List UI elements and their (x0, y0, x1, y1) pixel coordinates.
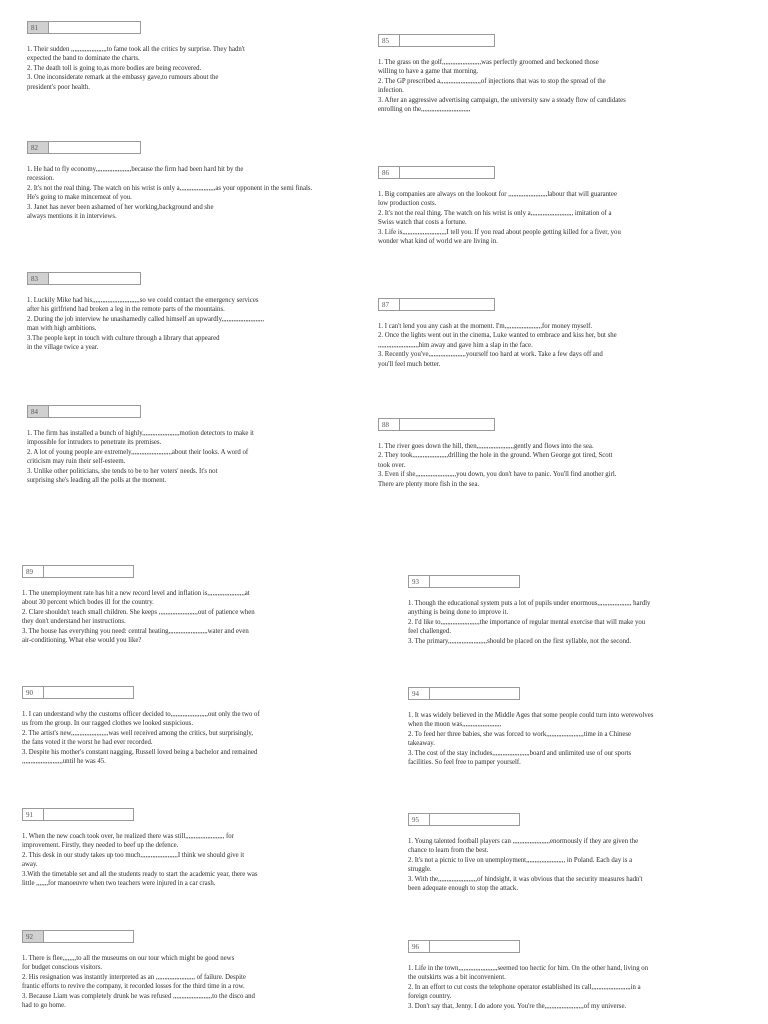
exercise-line: 3. One inconsiderate remark at the embassy gave,to rumours about the (27, 74, 219, 82)
answer-box[interactable] (49, 405, 141, 418)
exercise-line: 1. The river goes down the hill, then,,,,,,,,,,,,,,,,,,,,,,gently and flows into the sea. (378, 442, 594, 450)
exercise-header (408, 575, 723, 588)
exercise-line: you'll feel much better. (378, 360, 441, 368)
exercise-line: 1. I can understand why the customs officer decided to,,,,,,,,,,,,,,,,,,,,,,out only the two of (22, 710, 260, 718)
exercise-line: when the moon was,,,,,,,,,,,,,,,,,,,,,,, (408, 721, 502, 729)
exercise-number: 85 (378, 34, 400, 47)
answer-box[interactable] (430, 940, 520, 953)
exercise-line: man with high ambitions. (27, 325, 97, 333)
exercise-line: 3. Life is,,,,,,,,,,,,,,,,,,,,,,,,,,I tell you. If you read about people getting killed for a fiver, you (378, 228, 621, 236)
exercise-line: There are plenty more fish in the sea. (378, 480, 480, 488)
exercise-line: 3. Despite his mother's constant nagging, Russell loved being a bachelor and remained (22, 748, 258, 756)
exercise-number: 87 (378, 298, 400, 311)
answer-box[interactable] (400, 418, 495, 431)
exercise-86 (378, 166, 723, 247)
exercise-header (22, 686, 337, 699)
exercise-line: the fans voted it the worst he had ever recorded. (22, 739, 153, 747)
exercise-number: 94 (408, 687, 430, 700)
exercise-header (22, 930, 337, 943)
answer-box[interactable] (400, 166, 495, 179)
exercise-header (22, 565, 337, 578)
exercise-number: 91 (22, 808, 44, 821)
exercise-line: they don't understand her instructions. (22, 618, 126, 626)
exercise-92 (22, 930, 337, 1011)
exercise-line: 2. His resignation was instantly interpreted as an ,,,,,,,,,,,,,,,,,,,,,,, of failure. Despite (22, 973, 246, 981)
exercise-line: 3. The primary,,,,,,,,,,,,,,,,,,,,,,,should be placed on the first syllable, not the second. (408, 637, 632, 645)
exercise-87 (378, 298, 723, 369)
answer-box[interactable] (430, 687, 520, 700)
exercise-line: 3. Don't say that, Jenny. I do adore you. You're the,,,,,,,,,,,,,,,,,,,,,,,of my universe. (408, 1002, 627, 1010)
exercise-line: the outskirts was a bit inconvenient. (408, 974, 506, 982)
exercise-line: 2. During the job interview he unashamedly called himself an upwardly,,,,,,,,,,,,,,,,,,,,,,,,, (27, 315, 265, 323)
exercise-line: been adequate enough to stop the attack. (408, 885, 519, 893)
exercise-line: 2. The death toll is going to,as more bodies are being recovered. (27, 64, 202, 72)
exercise-number: 89 (22, 565, 44, 578)
exercise-number: 92 (22, 930, 44, 943)
exercise-number: 90 (22, 686, 44, 699)
answer-box[interactable] (400, 298, 495, 311)
exercise-line: low production costs. (378, 200, 437, 208)
exercise-line: 1. The grass on the golf,,,,,,,,,,,,,,,,,,,,,,,was perfectly groomed and beckoned those (378, 58, 599, 66)
exercise-number: 88 (378, 418, 400, 431)
exercise-line: away. (22, 861, 38, 869)
exercise-number: 86 (378, 166, 400, 179)
exercise-line: facilities. So feel free to pamper yourself. (408, 759, 521, 767)
exercise-line: 3. Because Liam was completely drunk he was refused ,,,,,,,,,,,,,,,,,,,,,,,to the disco and (22, 992, 255, 1000)
exercise-line: enrolling on the,,,,,,,,,,,,,,,,,,,,,,,,,,,,, (378, 106, 471, 114)
answer-box[interactable] (44, 565, 134, 578)
exercise-line: after his girlfriend had broken a leg in the remote parts of the mountains. (27, 306, 225, 314)
exercise-line: chance to learn from the best. (408, 847, 489, 855)
exercise-82 (27, 141, 352, 222)
exercise-header (408, 687, 723, 700)
answer-box[interactable] (49, 141, 141, 154)
exercise-line: 2. This desk in our study takes up too much,,,,,,,,,,,,,,,,,,,,,,I think we should give it (22, 851, 245, 859)
exercise-90 (22, 686, 337, 767)
exercise-line: 2. The artist's new,,,,,,,,,,,,,,,,,,,,,,was well received among the critics, but surprisingly, (22, 729, 254, 737)
exercise-line: 2. In an effort to cut costs the telephone operator established its call,,,,,,,,,,,,,,,,,,,,,,,in a (408, 983, 641, 991)
exercise-number: 95 (408, 813, 430, 826)
exercise-line: 3. With the,,,,,,,,,,,,,,,,,,,,,,,of hindsight, it was obvious that the security measures hadn't (408, 875, 643, 883)
exercise-line: us from the group. In our ragged clothes we looked suspicious. (22, 720, 194, 728)
answer-box[interactable] (400, 34, 495, 47)
exercise-88 (378, 418, 723, 489)
exercise-number: 96 (408, 940, 430, 953)
exercise-line: 1. I can't lend you any cash at the moment. I'm,,,,,,,,,,,,,,,,,,,,,,for money myself. (378, 322, 593, 330)
exercise-line: 2. To feed her three babies, she was forced to work,,,,,,,,,,,,,,,,,,,,,,time in a Chinese (408, 730, 632, 738)
exercise-line: took over. (378, 461, 406, 469)
exercise-line: surprising she's leading all the polls at the moment. (27, 477, 167, 485)
exercise-header (408, 813, 723, 826)
exercise-line: 2. They took,,,,,,,,,,,,,,,,,,,,,drilling the hole in the ground. When George got tired, Scott (378, 452, 613, 460)
exercise-line: 2. A lot of young people are extremely,,,,,,,,,,,,,,,,,,,,,,,,about their looks. A word of (27, 448, 249, 456)
exercise-line: 1. Their sudden ,,,,,,,,,,,,,,,,,,,,,to fame took all the critics by surprise. They hadn't (27, 45, 245, 53)
exercise-line: 1. The firm has installed a bunch of highly,,,,,,,,,,,,,,,,,,,,,,motion detectors to make it (27, 429, 254, 437)
exercise-line: always mentions it in interviews. (27, 213, 117, 221)
exercise-94 (408, 687, 723, 768)
exercise-line: criticism may ruin their self-esteem. (27, 458, 126, 466)
exercise-line: 2. It's not the real thing. The watch on his wrist is only a,,,,,,,,,,,,,,,,,,,,,,,,, imitation of a (378, 209, 612, 217)
exercise-header (27, 21, 352, 34)
exercise-line: 2. The GP prescribed a,,,,,,,,,,,,,,,,,,,,,,,,of injections that was to stop the spread of the (378, 77, 606, 85)
exercise-line: little ,,,,,,,for manoeuvre when two teachers were injured in a car crash. (22, 880, 216, 888)
exercise-line: about 30 percent which bodes ill for the country. (22, 599, 154, 607)
exercise-line: anything is being done to improve it. (408, 609, 509, 617)
exercise-line: struggle. (408, 866, 432, 874)
exercise-line: 3. After an aggressive advertising campaign, the university saw a steady flow of candidates (378, 96, 626, 104)
exercise-line: 3. Unlike other politicians, she tends to be to her voters' needs. It's not (27, 467, 218, 475)
exercise-header (27, 272, 352, 285)
exercise-number: 82 (27, 141, 49, 154)
exercise-number: 81 (27, 21, 49, 34)
exercise-line: frantic efforts to revive the company, it recorded losses for the third time in a row. (22, 983, 245, 991)
exercise-line: impossible for intruders to penetrate its premises. (27, 439, 162, 447)
exercise-line: 1. When the new coach took over, he realized there was still,,,,,,,,,,,,,,,,,,,,,,, for (22, 832, 234, 840)
exercise-85 (378, 34, 723, 115)
exercise-line: Swiss watch that costs a fortune. (378, 219, 467, 227)
exercise-line: 3. Recently you've,,,,,,,,,,,,,,,,,,,,,,yourself too hard at work. Take a few days off and (378, 351, 603, 359)
exercise-header (378, 34, 723, 47)
exercise-line: 3. Even if she,,,,,,,,,,,,,,,,,,,,,,,,you down, you don't have to panic. You'll find another girl. (378, 471, 617, 479)
answer-box[interactable] (430, 575, 520, 588)
answer-box[interactable] (49, 272, 141, 285)
exercise-line: improvement. Firstly, they needed to beef up the defence. (22, 842, 179, 850)
exercise-line: 1. He had to fly economy,,,,,,,,,,,,,,,,,,,,,because the firm had been hard hit by the (27, 165, 244, 173)
exercise-line: 1. It was widely believed in the Middle Ages that some people could turn into werewolves (408, 711, 654, 719)
exercise-line: air-conditioning. What else would you like? (22, 637, 142, 645)
exercise-header (378, 418, 723, 431)
exercise-number: 83 (27, 272, 49, 285)
exercise-84 (27, 405, 352, 486)
answer-box[interactable] (44, 930, 134, 943)
exercise-line: 1. Life in the town,,,,,,,,,,,,,,,,,,,,,,,seemed too hectic for him. On the other hand, living on (408, 964, 649, 972)
answer-box[interactable] (430, 813, 520, 826)
exercise-line: 2. Clare shouldn't teach small children. She keeps ,,,,,,,,,,,,,,,,,,,,,,,out of patience when (22, 608, 255, 616)
answer-box[interactable] (44, 808, 134, 821)
exercise-header (22, 808, 337, 821)
exercise-line: feel challenged. (408, 628, 452, 636)
exercise-number: 93 (408, 575, 430, 588)
exercise-line: 1. The unemployment rate has hit a new record level and inflation is,,,,,,,,,,,,,,,,,,,,,,at (22, 589, 250, 597)
exercise-header (27, 405, 352, 418)
exercise-line: 3. The house has everything you need: central heating,,,,,,,,,,,,,,,,,,,,,,,water and even (22, 627, 249, 635)
exercise-line: ,,,,,,,,,,,,,,,,,,,,,,,,until he was 45. (22, 758, 106, 766)
exercise-line: willing to have a game that morning. (378, 68, 479, 76)
exercise-line: expected the band to dominate the charts. (27, 55, 140, 63)
exercise-96 (408, 940, 723, 1011)
exercise-line: 3. The cost of the stay includes,,,,,,,,,,,,,,,,,,,,,,board and unlimited use of our sports (408, 749, 632, 757)
exercise-line: 1. There is flee,,,,,,,,to all the museums on our tour which might be good news (22, 954, 235, 962)
exercise-line: in the village twice a year. (27, 344, 99, 352)
exercise-89 (22, 565, 337, 646)
exercise-line: He's going to make mincemeat of you. (27, 194, 132, 202)
exercise-line: 1. Luckily Mike had his,,,,,,,,,,,,,,,,,,,,,,,,,,,,so we could contact the emergency services (27, 296, 259, 304)
exercise-header (27, 141, 352, 154)
exercise-line: 2. Once the lights went out in the cinema, Luke wanted to embrace and kiss her, but she (378, 332, 617, 340)
exercise-line: 3.With the timetable set and all the students ready to start the academic year, there was (22, 870, 258, 878)
exercise-91 (22, 808, 337, 889)
exercise-line: 1. Young talented football players can ,,,,,,,,,,,,,,,,,,,,,,enormously if they are given the (408, 837, 639, 845)
exercise-line: recession. (27, 175, 54, 183)
exercise-line: 2. It's not the real thing. The watch on his wrist is only a,,,,,,,,,,,,,,,,,,,,,as your opponent in the semi finals. (27, 184, 313, 192)
exercise-line: 3. Janet has never been ashamed of her working,background and she (27, 203, 214, 211)
exercise-line: 2. I'd like to,,,,,,,,,,,,,,,,,,,,,,,the importance of regular mental exercise that will make you (408, 618, 646, 626)
exercise-line: 1. Big companies are always on the lookout for ,,,,,,,,,,,,,,,,,,,,,,,labour that will guarantee (378, 190, 617, 198)
exercise-95 (408, 813, 723, 894)
exercise-line: president's poor health. (27, 83, 90, 91)
answer-box[interactable] (44, 686, 134, 699)
answer-box[interactable] (49, 21, 141, 34)
exercise-header (378, 298, 723, 311)
exercise-line: foreign country. (408, 993, 452, 1001)
exercise-line: wonder what kind of world we are living in. (378, 238, 498, 246)
exercise-line: 2. It's not a picnic to live on unemployment,,,,,,,,,,,,,,,,,,,,,,, in Poland. Each day is a (408, 856, 633, 864)
exercise-line: had to go home. (22, 1002, 66, 1010)
exercise-81 (27, 21, 352, 92)
exercise-93 (408, 575, 723, 646)
exercise-line: ,,,,,,,,,,,,,,,,,,,,,,,,him away and gave him a slap in the face. (378, 341, 533, 349)
exercise-header (378, 166, 723, 179)
exercise-83 (27, 272, 352, 353)
exercise-header (408, 940, 723, 953)
exercise-line: infection. (378, 87, 404, 95)
exercise-line: for budget conscious visitors. (22, 964, 103, 972)
exercise-line: 3.The people kept in touch with culture through a library that appeared (27, 334, 220, 342)
exercise-number: 84 (27, 405, 49, 418)
exercise-line: takeaway. (408, 740, 435, 748)
exercise-line: 1. Though the educational system puts a lot of pupils under enormous,,,,,,,,,,,,,,,,,,,, hardly (408, 599, 651, 607)
